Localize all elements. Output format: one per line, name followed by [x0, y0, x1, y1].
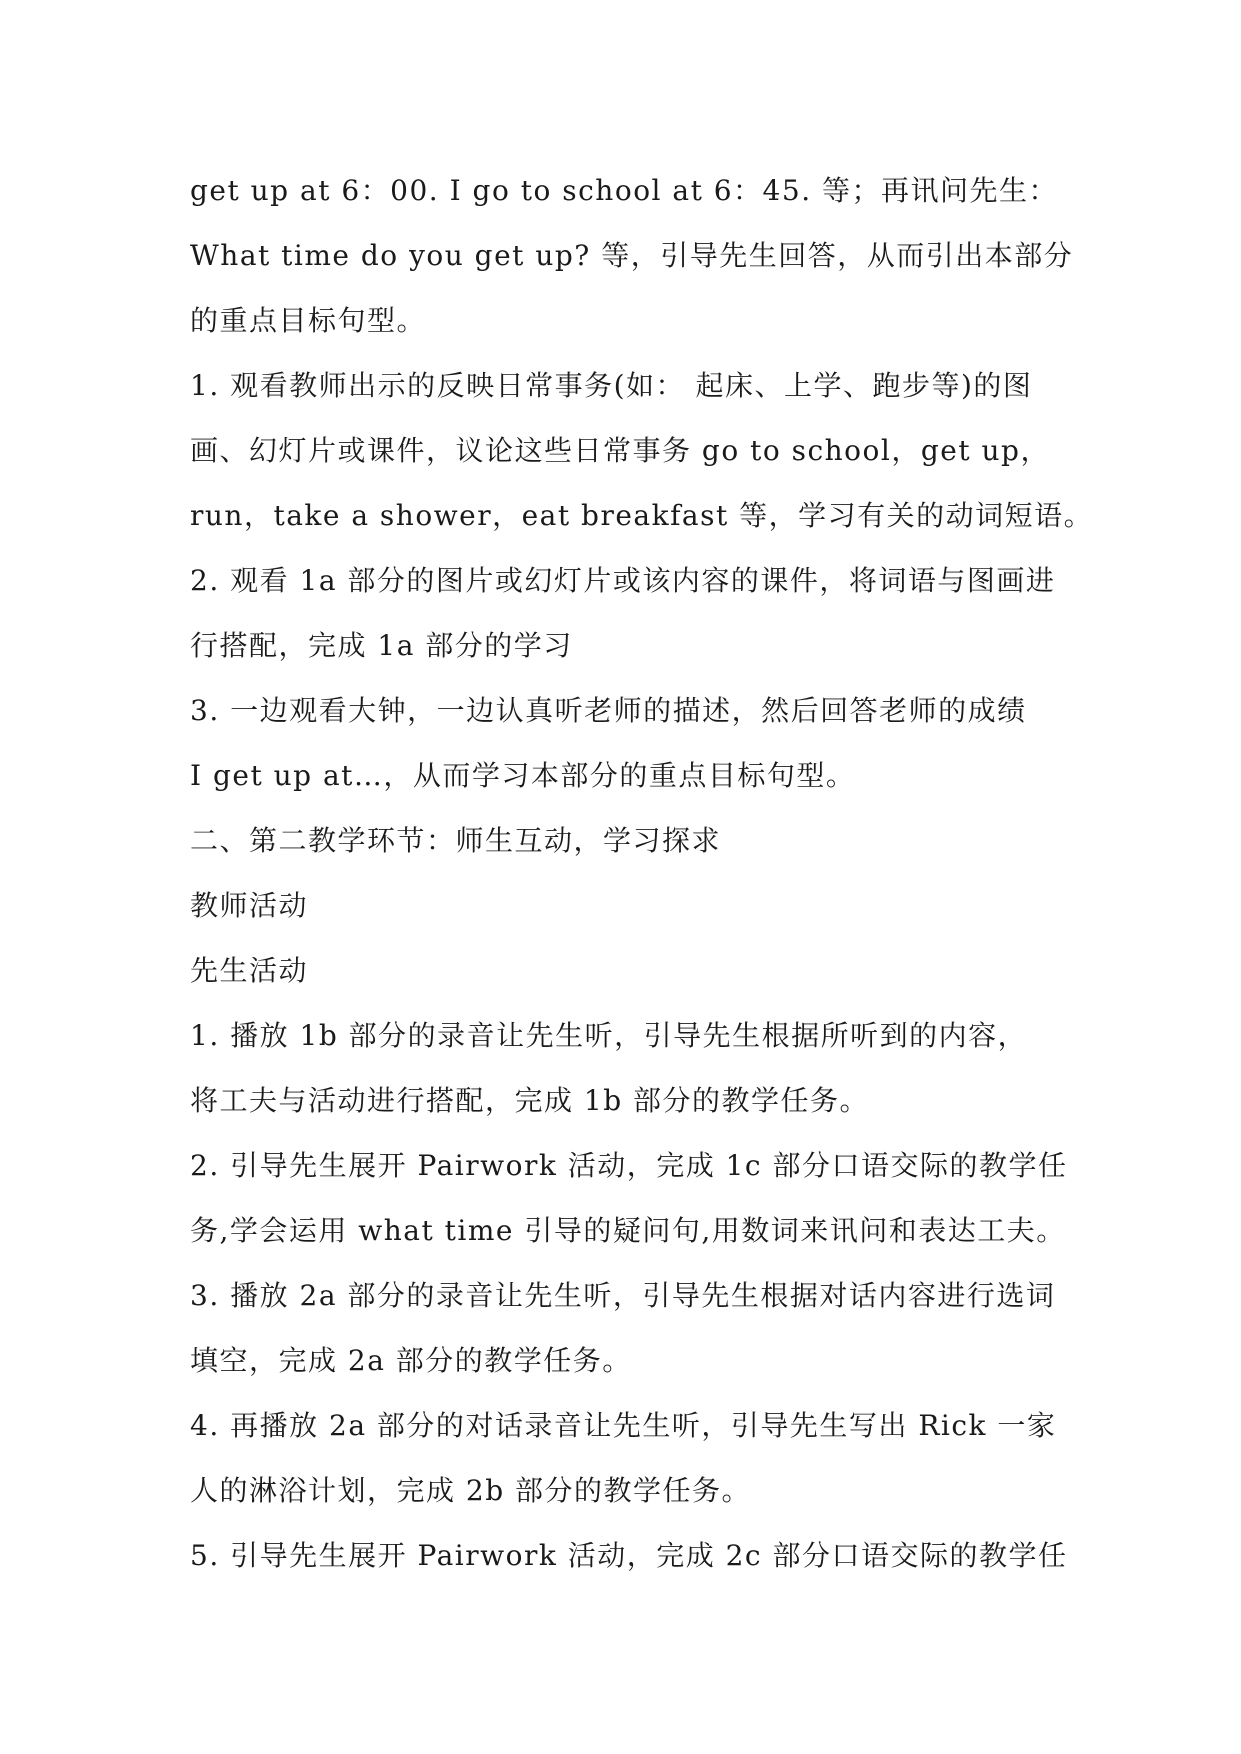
text-line: 将工夫与活动进行搭配，完成 1b 部分的教学任务。 [190, 1084, 870, 1117]
text-line: 3. 播放 2a 部分的录音让先生听，引导先生根据对话内容进行选词 [190, 1279, 1056, 1312]
text-line: 1. 播放 1b 部分的录音让先生听，引导先生根据所听到的内容， [190, 1019, 1028, 1052]
text-line: What time do you get up? 等，引导先生回答，从而引出本部分 [190, 239, 1074, 272]
section-heading: 二、第二教学环节：师生互动，学习探求 [190, 824, 722, 857]
text-line: 行搭配，完成 1a 部分的学习 [190, 629, 573, 662]
text-line: 1. 观看教师出示的反映日常事务(如： 起床、上学、跑步等)的图 [190, 369, 1033, 402]
text-line: 的重点目标句型。 [190, 304, 427, 337]
text-line: 3. 一边观看大钟，一边认真听老师的描述，然后回答老师的成绩 [190, 694, 1027, 727]
text-line: 画、幻灯片或课件，议论这些日常事务 go to school，get up， [190, 434, 1050, 467]
text-line: 人的淋浴计划，完成 2b 部分的教学任务。 [190, 1474, 752, 1507]
text-line: 4. 再播放 2a 部分的对话录音让先生听，引导先生写出 Rick 一家 [190, 1409, 1057, 1442]
text-line: get up at 6：00. I go to school at 6：45. 等；再讯问先生： [190, 174, 1058, 207]
text-line: 2. 引导先生展开 Pairwork 活动，完成 1c 部分口语交际的教学任 [190, 1149, 1068, 1182]
text-line: 教师活动 [190, 889, 309, 922]
text-line: 务,学会运用 what time 引导的疑问句,用数词来讯问和表达工夫。 [190, 1214, 1066, 1247]
text-line: 2. 观看 1a 部分的图片或幻灯片或该内容的课件，将词语与图画进 [190, 564, 1056, 597]
text-line: I get up at…，从而学习本部分的重点目标句型。 [190, 759, 856, 792]
document-body [190, 158, 1094, 1588]
text-line: 填空，完成 2a 部分的教学任务。 [190, 1344, 632, 1377]
text-line: 先生活动 [190, 954, 309, 987]
text-line: run，take a shower，eat breakfast 等，学习有关的动词短语。 [190, 499, 1094, 532]
text-line: 5. 引导先生展开 Pairwork 活动，完成 2c 部分口语交际的教学任 [190, 1539, 1068, 1572]
